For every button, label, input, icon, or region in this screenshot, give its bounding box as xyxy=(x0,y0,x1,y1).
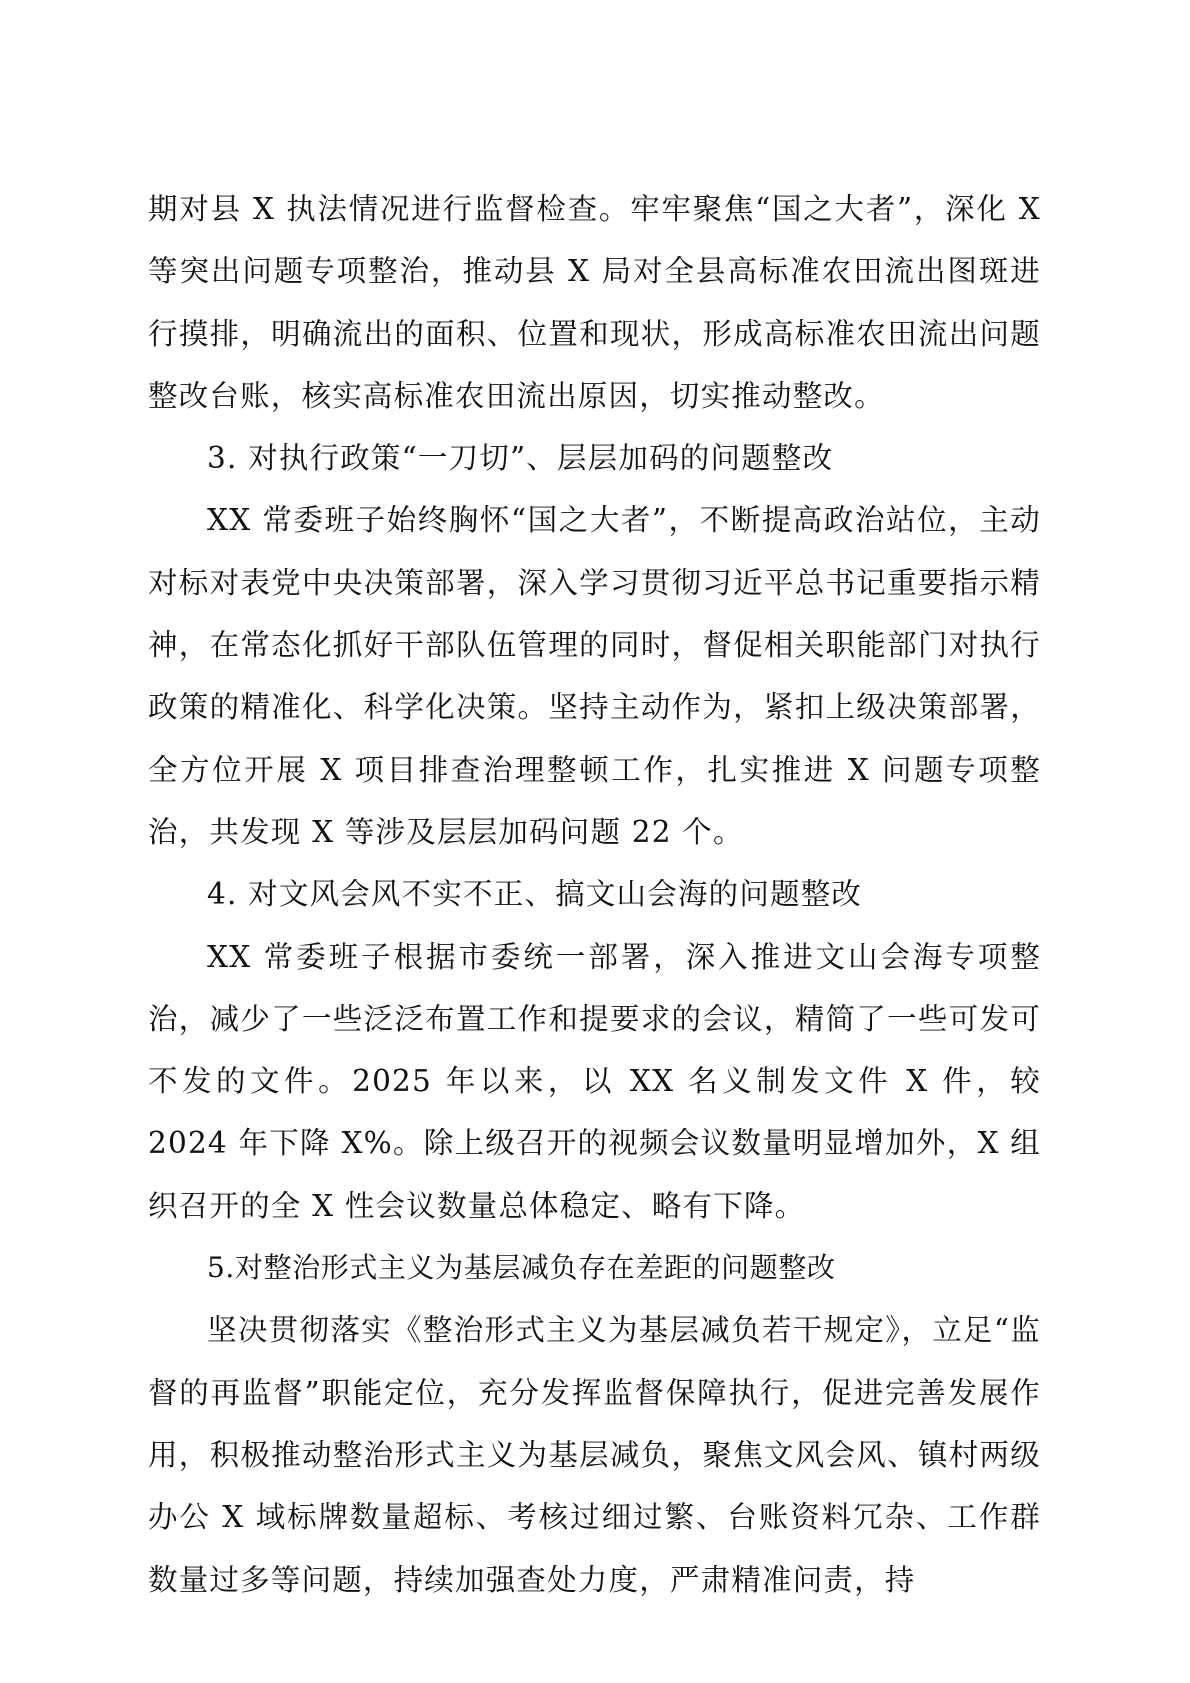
paragraph-continuation: 期对县 X 执法情况进行监督检查。牢牢聚焦“国之大者”，深化 X 等突出问题专项整治，推动县 X 局对全县高标准农田流出图斑进行摸排，明确流出的面积、位置和现状，形成高标准农田流出问题整改台账，核实高标准农田流出原因，切实推动整改。 xyxy=(148,192,1041,413)
section-heading-5: 5.对整治形式主义为基层减负存在差距的问题整改 xyxy=(207,1251,836,1285)
paragraph-section-3: XX 常委班子始终胸怀“国之大者”，不断提高政治站位，主动对标对表党中央决策部署，深入学习贯彻习近平总书记重要指示精神，在常态化抓好干部队伍管理的同时，督促相关职能部门对执行政策的精准化、科学化决策。坚持主动作为，紧扣上级决策部署，全方位开展 X 项目排查治理整顿工作，扎实推进 X 问题专项整治，共发现 X 等涉及层层加码问题 22 个。 xyxy=(148,503,1041,849)
paragraph-section-4: XX 常委班子根据市委统一部署，深入推进文山会海专项整治，减少了一些泛泛布置工作和提要求的会议，精简了一些可发可不发的文件。2025 年以来，以 XX 名义制发文件 X 件，较 2024 年下降 X%。除上级召开的视频会议数量明显增加外，X 组织召开的全 X 性会议数量总体稳定、略有下降。 xyxy=(148,939,1041,1223)
section-heading-3: 3. 对执行政策“一刀切”、层层加码的问题整改 xyxy=(207,441,834,476)
section-heading-4: 4. 对文风会风不实不正、搞文山会海的问题整改 xyxy=(207,877,863,912)
paragraph-section-5: 坚决贯彻落实《整治形式主义为基层减负若干规定》，立足“监督的再监督”职能定位，充分发挥监督保障执行，促进完善发展作用，积极推动整治形式主义为基层减负，聚焦文风会风、镇村两级办公 X 域标牌数量超标、考核过细过繁、台账资料冗杂、工作群数量过多等问题，持续加强查处力度，严肃精准问责，持 xyxy=(148,1313,1041,1597)
document-body xyxy=(148,178,1041,1611)
